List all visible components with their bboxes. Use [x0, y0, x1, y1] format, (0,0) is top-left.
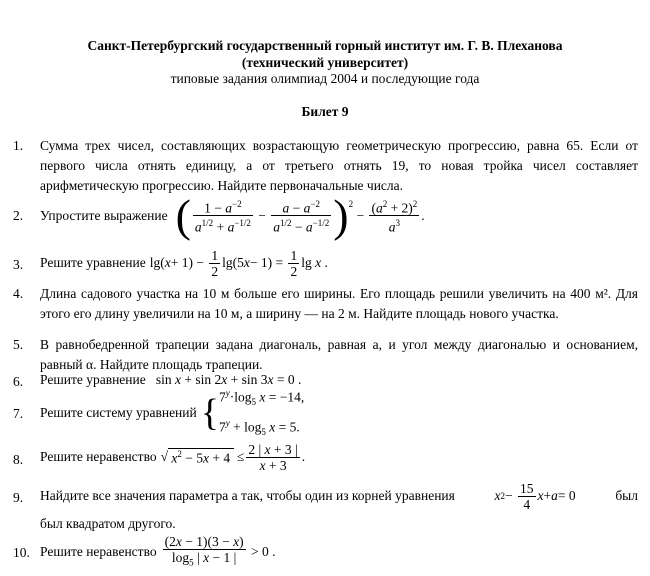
problem-8-row — [40, 438, 305, 476]
problem-3-formula: lg( x + 1) − $\frac{1}{2}$ lg(5 x − 1) = $\frac{1}{2}$ lg x . — [149, 247, 328, 279]
problem-7-text: Решите систему уравнений — [40, 405, 197, 420]
problem-9-text2: был квадратом другого. — [40, 516, 176, 531]
problem-9-row — [40, 478, 638, 514]
problem-1-text: Сумма трех чисел, составляющих возрастающую геометрическую прогрессию, равна 65. Если от первого числа отнять единицу, а от третьего отнять 19, то новая тройка чисел составляет арифметическую прогрессию. Найдите первоначальные числа. — [40, 138, 638, 193]
problem-8-text: Решите неравенство — [40, 449, 157, 464]
problem-8-number: 8. — [13, 452, 24, 467]
header-line3: типовые задания олимпиад 2004 и последующие года — [170, 71, 480, 86]
problem-5-number: 5. — [13, 337, 24, 352]
problem-4-text: Длина садового участка на 10 м больше его ширины. Его площадь решили увеличить на 400 м². Для этого его длину увеличили на 10 м, а ширину — на 2 м. Найдите площадь нового участка. — [40, 286, 638, 321]
problem-10-text: Решите неравенство — [40, 544, 157, 559]
ticket-title: Билет 9 — [301, 104, 349, 119]
problem-9-text-tail: был — [615, 488, 638, 503]
problem-3-number: 3. — [13, 257, 24, 272]
problem-2-text: Упростите выражение — [40, 207, 168, 223]
problem-5-text: В равнобедренной трапеции задана диагональ, равная a, и угол между диагональю и основанием, равный α. Найдите площадь трапеции. — [40, 337, 638, 372]
problem-6-formula: sin x + sin 2x + sin 3x = 0 . — [149, 372, 302, 387]
header-line2: (технический университет) — [241, 55, 409, 70]
problem-10-row — [40, 532, 275, 572]
problem-3-row — [40, 245, 328, 281]
header-line1: Санкт-Петербургский государственный горный институт им. Г. В. Плеханова — [87, 38, 563, 53]
problem-2-formula: ( $\frac{1 - a^{-2}}{a^{1/2} + a^{-1/2}}$ − $\frac{a - a^{-2}}{a^{1/2} - a^{-1/2}}$ ) $^2$ − $\frac{(a^2 + 2)^2}{a^3}$ . — [175, 189, 425, 241]
problem-4-number: 4. — [13, 286, 24, 301]
problem-1-number: 1. — [13, 138, 24, 153]
problem-9-text: Найдите все значения параметра a так, чтобы один из корней уравнения — [40, 488, 455, 503]
problem-10-formula: $\frac{(2x - 1)(3 - x)}{\log_5 | x - 1 |}$ > 0 . — [164, 533, 276, 568]
problem-6-number: 6. — [13, 374, 24, 389]
problem-9-number: 9. — [13, 490, 24, 505]
problem-7-formula: { $7^y\cdot\log_5$ x = −14, $7^y + \log_5 x = 5$. — [200, 387, 305, 438]
problem-2-row — [40, 188, 425, 243]
problem-7-number: 7. — [13, 406, 24, 421]
problem-9-formula: x 2 − $\frac{15}{4}$ x + a = 0 — [494, 480, 576, 512]
problem-8-formula: √ $x^2 - 5x + 4$ ≤ $\frac{2 | x + 3 |}{x + 3}$ . — [160, 441, 306, 473]
problem-6-text: Решите уравнение — [40, 372, 146, 387]
problem-10-number: 10. — [13, 545, 30, 560]
problem-7-row — [40, 387, 305, 438]
problem-3-text: Решите уравнение — [40, 255, 146, 270]
problem-2-number: 2. — [13, 208, 24, 223]
